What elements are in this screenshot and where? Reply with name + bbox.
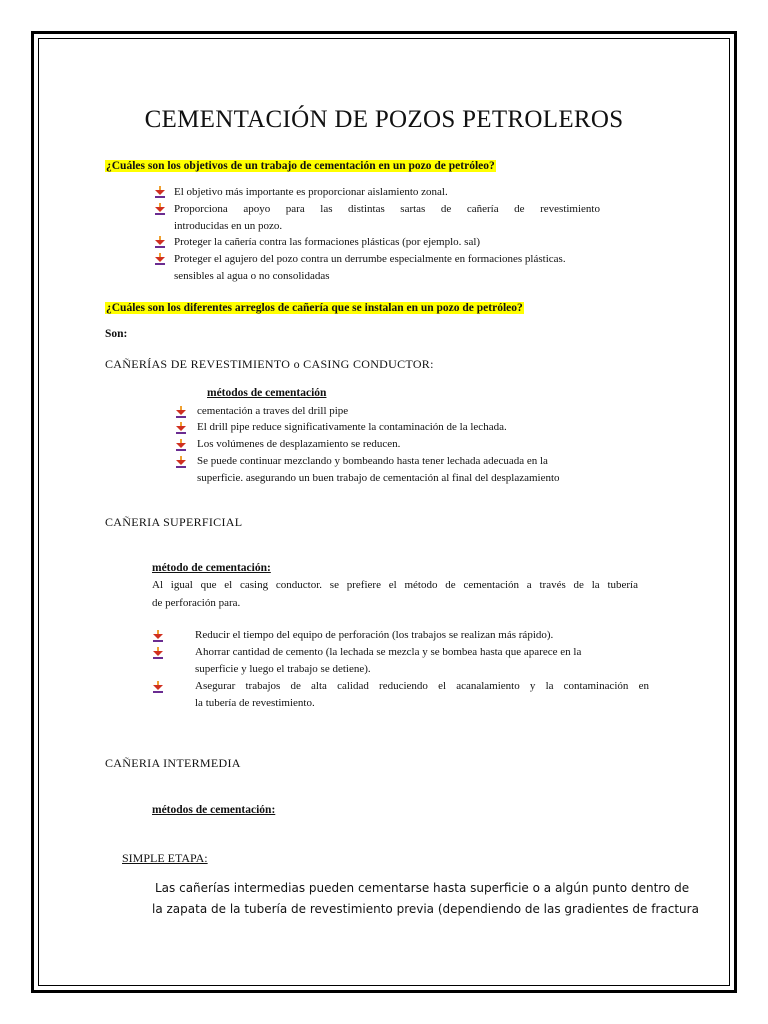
objective-item: Proteger el agujero del pozo contra un derrumbe especialmente en formaciones plásticas.	[174, 253, 566, 265]
question-1-highlight: ¿Cuáles son los objetivos de un trabajo de cementación en un pozo de petróleo?	[106, 160, 495, 172]
question-2-highlight: ¿Cuáles son los diferentes arreglos de cañería que se instalan en un pozo de petróleo?	[106, 302, 523, 314]
list-item: Asegurar trabajos de alta calidad reduciendo el acanalamiento y la contaminación en	[195, 680, 649, 692]
arrow-bullet-icon	[154, 253, 166, 265]
arrow-bullet-icon	[154, 236, 166, 248]
list-item-continuation: superficie. asegurando un buen trabajo de cementación al final del desplazamiento	[197, 472, 560, 484]
list-item: cementación a traves del drill pipe	[197, 405, 349, 417]
objective-item: Proporciona apoyo para las distintas sartas de cañería de revestimiento	[174, 203, 600, 215]
section-superficial-subheading: método de cementación:	[152, 562, 271, 574]
objective-item-continuation: introducidas en un pozo.	[174, 220, 283, 232]
list-item: Ahorrar cantidad de cemento (la lechada se mezcla y se bombea hasta que aparece en la	[195, 646, 582, 658]
document-title: CEMENTACIÓN DE POZOS PETROLEROS	[144, 106, 624, 133]
arrow-bullet-icon	[175, 439, 187, 451]
section-superficial-heading: CAÑERIA SUPERFICIAL	[105, 515, 243, 529]
section-casing-conductor-heading: CAÑERÍAS DE REVESTIMIENTO o CASING CONDUCTOR:	[105, 357, 434, 371]
section-superficial-paragraph-line2: de perforación para.	[152, 597, 241, 609]
section-casing-conductor-subheading: métodos de cementación	[207, 387, 327, 399]
section-superficial-paragraph-line1: Al igual que el casing conductor. se prefiere el método de cementación a través de la tubería	[152, 579, 638, 591]
question-1	[105, 156, 496, 174]
objective-item: El objetivo más importante es proporcionar aislamiento zonal.	[174, 186, 448, 198]
arrow-bullet-icon	[154, 203, 166, 215]
arrow-bullet-icon	[152, 647, 164, 659]
list-item: Se puede continuar mezclando y bombeando hasta tener lechada adecuada en la	[197, 455, 548, 467]
section-intermedia-heading: CAÑERIA INTERMEDIA	[105, 756, 241, 770]
arrow-bullet-icon	[175, 456, 187, 468]
arrow-bullet-icon	[154, 186, 166, 198]
section-intermedia-paragraph-line1: Las cañerías intermedias pueden cementarse hasta superficie o a algún punto dentro de	[155, 881, 690, 895]
list-item: El drill pipe reduce significativamente la contaminación de la lechada.	[197, 421, 507, 433]
list-item: Reducir el tiempo del equipo de perforación (los trabajos se realizan más rápido).	[195, 629, 554, 641]
arrow-bullet-icon	[175, 406, 187, 418]
arrow-bullet-icon	[175, 422, 187, 434]
page-border-inner	[38, 38, 730, 986]
section-intermedia-subheading: métodos de cementación:	[152, 804, 276, 816]
simple-etapa-heading: SIMPLE ETAPA:	[122, 851, 208, 865]
list-item-continuation: superficie y luego el trabajo se detiene).	[195, 663, 371, 675]
son-label: Son:	[105, 328, 128, 340]
list-item-continuation: la tubería de revestimiento.	[195, 697, 315, 709]
objective-item-continuation: sensibles al agua o no consolidadas	[174, 270, 330, 282]
arrow-bullet-icon	[152, 681, 164, 693]
objective-item: Proteger la cañería contra las formaciones plásticas (por ejemplo. sal)	[174, 236, 481, 248]
list-item: Los volúmenes de desplazamiento se reducen.	[197, 438, 401, 450]
section-intermedia-paragraph-line2: la zapata de la tubería de revestimiento previa (dependiendo de las gradientes de fractura	[152, 902, 699, 916]
arrow-bullet-icon	[152, 630, 164, 642]
question-2	[105, 298, 524, 316]
